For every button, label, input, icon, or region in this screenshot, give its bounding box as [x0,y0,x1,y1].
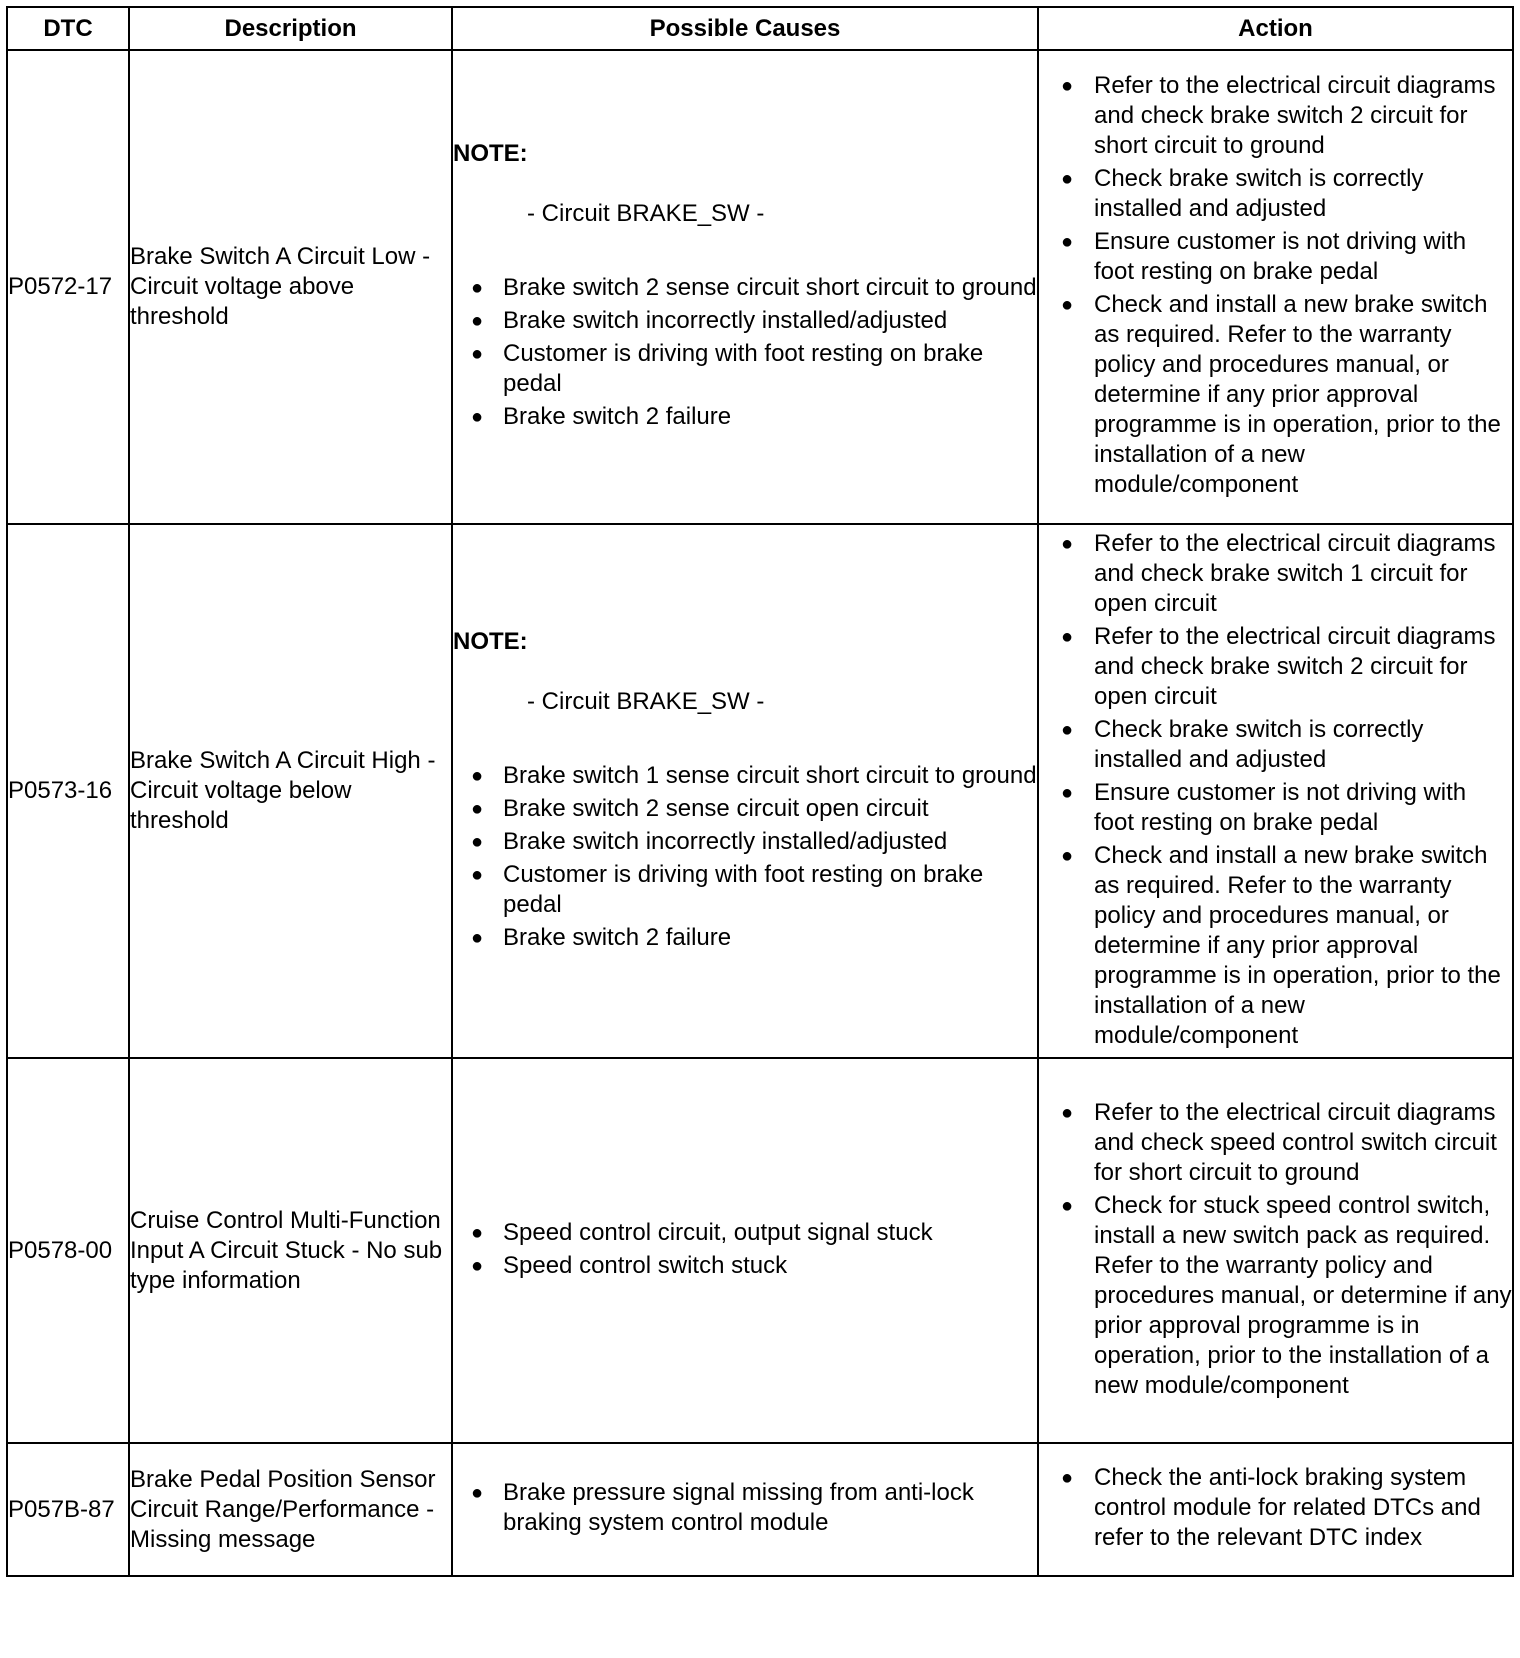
causes-list [453,761,1037,953]
list-item: ● Customer is driving with foot resting on brake pedal [453,860,1037,920]
list-item: ● Brake switch 2 failure [453,402,1037,432]
table-row [7,1058,1513,1443]
dtc-code: P057B-87 [7,1443,129,1576]
list-item: ● Speed control circuit, output signal stuck [453,1218,1037,1248]
list-item: ● Check and install a new brake switch as required. Refer to the warranty policy and procedures manual, or determine if any prior approval programme is in operation, prior to the installation of a new module/component [1039,841,1512,1051]
actions-list [1039,71,1512,500]
dtc-table [6,6,1514,1577]
list-item: ● Check for stuck speed control switch, install a new switch pack as required. Refer to the warranty policy and procedures manual, or determine if any prior approval programme is in operation, prior to the installation of a new module/component [1039,1191,1512,1401]
action-cell [1038,50,1513,524]
list-item: ● Brake switch incorrectly installed/adjusted [453,827,1037,857]
list-item: ● Check and install a new brake switch as required. Refer to the warranty policy and procedures manual, or determine if any prior approval programme is in operation, prior to the installation of a new module/component [1039,290,1512,500]
list-item: ● Brake switch incorrectly installed/adjusted [453,306,1037,336]
list-item: ● Brake switch 2 sense circuit open circuit [453,794,1037,824]
possible-causes-cell [452,50,1038,524]
dtc-description: Brake Switch A Circuit Low - Circuit voltage above threshold [129,50,452,524]
header-possible-causes: Possible Causes [452,7,1038,50]
action-cell [1038,1058,1513,1443]
actions-list [1039,529,1512,1051]
note-circuit: - Circuit BRAKE_SW - [527,687,765,715]
causes-list [453,273,1037,432]
header-row [7,7,1513,50]
note-label: NOTE: [453,140,528,167]
possible-causes-cell [452,1443,1038,1576]
dtc-description: Cruise Control Multi-Function Input A Circuit Stuck - No sub type information [129,1058,452,1443]
dtc-description: Brake Switch A Circuit High - Circuit voltage below threshold [129,524,452,1058]
list-item: ● Speed control switch stuck [453,1251,1037,1281]
dtc-code: P0573-16 [7,524,129,1058]
list-item: ● Refer to the electrical circuit diagrams and check speed control switch circuit for short circuit to ground [1039,1098,1512,1188]
possible-causes-cell [452,524,1038,1058]
list-item: ● Ensure customer is not driving with foot resting on brake pedal [1039,227,1512,287]
action-cell [1038,1443,1513,1576]
list-item: ● Brake pressure signal missing from anti-lock braking system control module [453,1478,1037,1538]
note-label: NOTE: [453,627,528,655]
list-item: ● Check brake switch is correctly installed and adjusted [1039,715,1512,775]
table-row [7,524,1513,1058]
header-description: Description [129,7,452,50]
list-item: ● Refer to the electrical circuit diagrams and check brake switch 2 circuit for short circuit to ground [1039,71,1512,161]
header-dtc: DTC [7,7,129,50]
list-item: ● Check the anti-lock braking system control module for related DTCs and refer to the relevant DTC index [1039,1463,1512,1553]
dtc-description: Brake Pedal Position Sensor Circuit Range/Performance - Missing message [129,1443,452,1576]
dtc-code: P0578-00 [7,1058,129,1443]
possible-causes-cell [452,1058,1038,1443]
list-item: ● Brake switch 2 sense circuit short circuit to ground [453,273,1037,303]
table-row [7,50,1513,524]
actions-list [1039,1098,1512,1401]
action-cell [1038,524,1513,1058]
header-action: Action [1038,7,1513,50]
dtc-code: P0572-17 [7,50,129,524]
list-item: ● Refer to the electrical circuit diagrams and check brake switch 2 circuit for open circuit [1039,622,1512,712]
list-item: ● Brake switch 1 sense circuit short circuit to ground [453,761,1037,791]
table-row [7,1443,1513,1576]
list-item: ● Check brake switch is correctly installed and adjusted [1039,164,1512,224]
list-item: ● Customer is driving with foot resting on brake pedal [453,339,1037,399]
causes-list [453,1218,1037,1281]
list-item: ● Ensure customer is not driving with foot resting on brake pedal [1039,778,1512,838]
list-item: ● Brake switch 2 failure [453,923,1037,953]
note-circuit: - Circuit BRAKE_SW - [527,200,765,227]
causes-list [453,1478,1037,1538]
list-item: ● Refer to the electrical circuit diagrams and check brake switch 1 circuit for open circuit [1039,529,1512,619]
actions-list [1039,1463,1512,1553]
